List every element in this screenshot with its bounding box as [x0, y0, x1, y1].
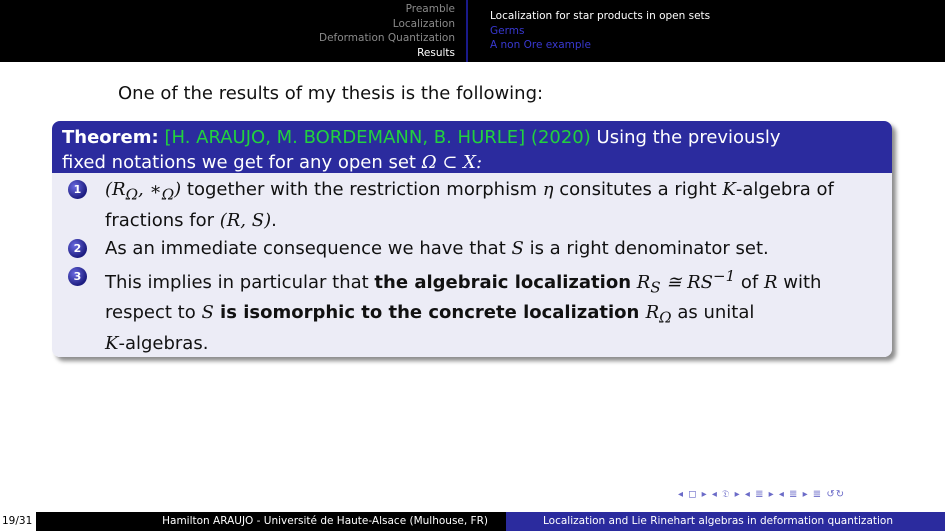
subsection-nav: [490, 9, 710, 53]
theorem-statement-b: fixed notations we get for any open set: [62, 152, 416, 173]
intro-text: One of the results of my thesis is the following:: [118, 83, 544, 104]
item-bold: is isomorphic to the concrete localization: [213, 302, 646, 324]
nav-subsection-germs[interactable]: Germs: [490, 24, 525, 37]
item-text: together with the restriction morphism: [181, 179, 543, 200]
theorem-block: [52, 121, 892, 357]
page-number: 19/31: [0, 512, 37, 531]
header-bar: [0, 0, 945, 62]
footer-author: Hamilton ARAUJO - Université de Haute-Alsace (Mulhouse, FR): [36, 512, 506, 531]
item-text: .: [271, 209, 277, 231]
item-text: as unital: [671, 302, 755, 324]
section-nav: [0, 2, 455, 60]
theorem-keyword: Theorem:: [62, 127, 159, 148]
item-text: respect to: [105, 302, 202, 324]
math-k: K: [722, 179, 736, 200]
math-k: K: [105, 332, 119, 354]
item-text: is a right denominator set.: [523, 237, 769, 259]
item-bold: the algebraic localization: [374, 271, 632, 293]
theorem-body: [52, 173, 892, 357]
theorem-statement-math: Ω ⊂ X:: [421, 152, 483, 173]
nav-section-preamble[interactable]: Preamble: [405, 3, 455, 15]
math-s: S: [511, 237, 524, 259]
item-text: of: [735, 271, 764, 293]
list-item: [60, 264, 884, 356]
nav-divider: [466, 0, 468, 62]
item-text: consitutes a right: [553, 179, 723, 200]
math-eta: η: [542, 179, 554, 200]
math-r: R: [636, 271, 651, 293]
bullet-1: 1: [68, 180, 87, 199]
item-text: with: [777, 271, 822, 293]
item-text: This implies in particular that: [105, 271, 375, 293]
nav-section-deformation[interactable]: Deformation Quantization: [318, 32, 455, 44]
list-item: [60, 177, 884, 233]
nav-section-results[interactable]: Results: [417, 46, 455, 59]
math-paren: ): [174, 179, 182, 200]
nav-section-localization[interactable]: Localization: [392, 17, 455, 30]
theorem-citation: [H. ARAUJO, M. BORDEMANN, B. HURLE] (2020): [164, 127, 591, 148]
footer: [0, 512, 945, 531]
math-rs: (R, S): [219, 209, 272, 231]
nav-subsection-localization-star[interactable]: Localization for star products in open sets: [490, 10, 711, 22]
item-text: -algebra of: [735, 179, 834, 200]
math-r: R: [763, 271, 778, 293]
item-text: As an immediate consequence we have that: [105, 237, 512, 259]
math-sub: S: [650, 278, 661, 297]
math-rs-inverse: ≅ RS: [660, 271, 714, 293]
item-text: -algebras.: [118, 332, 209, 354]
footer-title: Localization and Lie Rinehart algebras in deformation quantization: [506, 512, 945, 531]
math-sup: −1: [713, 266, 736, 285]
bullet-3: 3: [68, 267, 87, 286]
bullet-2: 2: [68, 239, 87, 258]
math-r: (R: [105, 179, 126, 200]
math-s: S: [201, 302, 214, 324]
math-r: R: [645, 302, 660, 324]
list-item: [60, 236, 884, 261]
math-star: , ∗: [138, 179, 162, 200]
math-sub: Ω: [161, 185, 175, 204]
theorem-title: [52, 121, 892, 173]
math-sub: Ω: [659, 308, 672, 327]
math-sub: Ω: [125, 185, 139, 204]
nav-subsection-non-ore[interactable]: A non Ore example: [490, 39, 591, 51]
beamer-navigation-icons[interactable]: ◂ ◻ ▸ ◂ 𝔇 ▸ ◂ ≣ ▸ ◂ ≣ ▸ ≣ ↺↻: [678, 489, 846, 500]
theorem-statement-a: Using the previously: [596, 127, 781, 148]
item-text: fractions for: [105, 209, 220, 231]
